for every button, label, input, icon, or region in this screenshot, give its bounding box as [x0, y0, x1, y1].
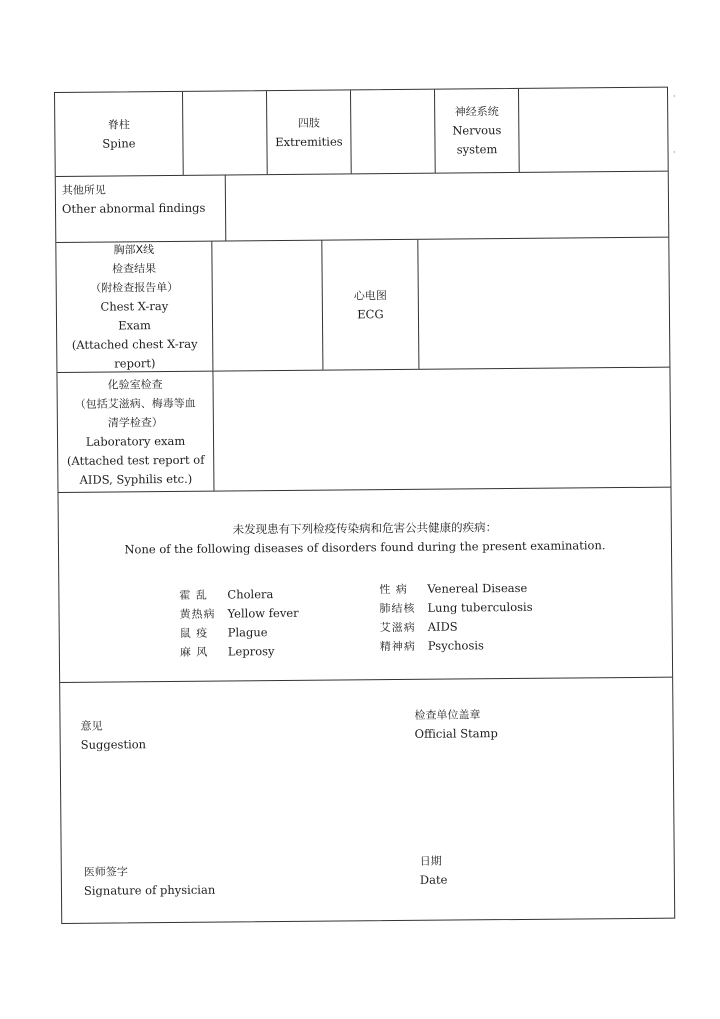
extremities-label-en: Extremities	[275, 133, 343, 149]
suggestion-label-en: Suggestion	[80, 737, 147, 752]
chest-xray-label-zh-1: 胸部X线	[113, 243, 155, 257]
row-spine-extremities-nervous	[55, 88, 668, 177]
suggestion-label-zh: 意见	[80, 719, 103, 733]
official-stamp-label-zh: 检查单位盖章	[414, 708, 481, 722]
official-stamp-label	[414, 705, 498, 744]
list-item: 肺结核 Lung tuberculosis	[379, 599, 533, 616]
notice-text-en: None of the following diseases of disorders found during the present examination.	[124, 538, 606, 557]
extremities-value-cell[interactable]	[351, 90, 436, 174]
suggestion-label	[80, 716, 146, 755]
other-findings-label-en: Other abnormal findings	[61, 200, 206, 216]
laboratory-label-zh-2: （包括艾滋病、梅毒等血	[74, 396, 196, 411]
list-item: 麻 风 Leprosy	[179, 644, 275, 659]
physician-signature-label-en: Signature of physician	[83, 882, 216, 898]
chest-xray-label-zh-3: （附检查报告单）	[90, 280, 179, 295]
nervous-label-cell	[435, 89, 520, 173]
chest-xray-label-cell	[56, 242, 213, 372]
scan-edge-mark: ·	[673, 92, 676, 101]
list-item: 精神病 Psychosis	[379, 638, 484, 654]
other-findings-label-cell	[56, 176, 227, 242]
chest-xray-label-zh-2: 检查结果	[111, 262, 157, 276]
laboratory-label-en-1: Laboratory exam	[85, 433, 186, 449]
date-label-zh: 日期	[419, 854, 442, 868]
ecg-label-en: ECG	[357, 306, 384, 321]
row-other-findings	[56, 172, 669, 243]
laboratory-value-cell[interactable]	[213, 368, 670, 491]
date-label-en: Date	[419, 872, 448, 887]
other-findings-label-zh: 其他所见	[61, 183, 106, 197]
list-item: 性 病 Venereal Disease	[379, 580, 528, 597]
chest-xray-value-cell[interactable]	[212, 241, 323, 371]
spine-label-en: Spine	[102, 135, 136, 151]
row-laboratory	[57, 368, 670, 493]
nervous-label-en-1: Nervous	[452, 123, 502, 138]
official-stamp-label-en: Official Stamp	[414, 726, 498, 741]
extremities-label-cell	[267, 90, 352, 174]
chest-xray-label-en-1: Chest X-ray	[100, 299, 169, 314]
list-item: 鼠 疫 Plague	[179, 625, 268, 640]
spine-label-zh: 脊柱	[107, 117, 130, 132]
chest-xray-label-en-2: Exam	[118, 318, 151, 333]
laboratory-label-cell	[57, 372, 214, 492]
nervous-label-zh: 神经系统	[454, 105, 499, 119]
disease-list-right	[379, 579, 533, 656]
disease-list-left	[179, 585, 299, 662]
extremities-label-zh: 四肢	[297, 116, 320, 130]
nervous-label-en-2: system	[456, 142, 498, 157]
nervous-value-cell[interactable]	[519, 88, 668, 172]
diseases-notice	[58, 488, 672, 683]
laboratory-label-zh-3: 清学检查）	[107, 415, 163, 430]
signature-section	[60, 678, 674, 923]
notice-text-zh: 未发现患有下列检疫传染病和危害公共健康的疾病：	[232, 520, 498, 537]
scan-edge-mark: ·	[673, 148, 676, 157]
date-label	[420, 852, 448, 890]
spine-value-cell[interactable]	[183, 91, 268, 175]
medical-exam-form	[54, 87, 675, 924]
chest-xray-label-en-4: report)	[114, 356, 156, 371]
row-chest-ecg	[56, 238, 669, 373]
other-findings-value-cell[interactable]	[226, 172, 669, 241]
list-item: 艾滋病 AIDS	[379, 619, 458, 635]
ecg-value-cell[interactable]	[418, 238, 669, 369]
ecg-label-zh: 心电图	[353, 288, 387, 302]
list-item: 黄热病 Yellow fever	[179, 605, 299, 621]
chest-xray-label-en-3: (Attached chest X-ray	[71, 336, 198, 352]
laboratory-label-zh-1: 化验室检查	[107, 377, 163, 392]
ecg-label-cell	[322, 240, 419, 370]
spine-label-cell	[55, 92, 184, 176]
laboratory-label-en-3: AIDS, Syphilis etc.)	[79, 471, 193, 487]
physician-signature-label-zh: 医师签字	[83, 865, 128, 879]
physician-signature-label	[84, 862, 216, 901]
list-item: 霍 乱 Cholera	[179, 587, 274, 602]
laboratory-label-en-2: (Attached test report of	[66, 452, 205, 468]
disease-list	[179, 579, 539, 659]
